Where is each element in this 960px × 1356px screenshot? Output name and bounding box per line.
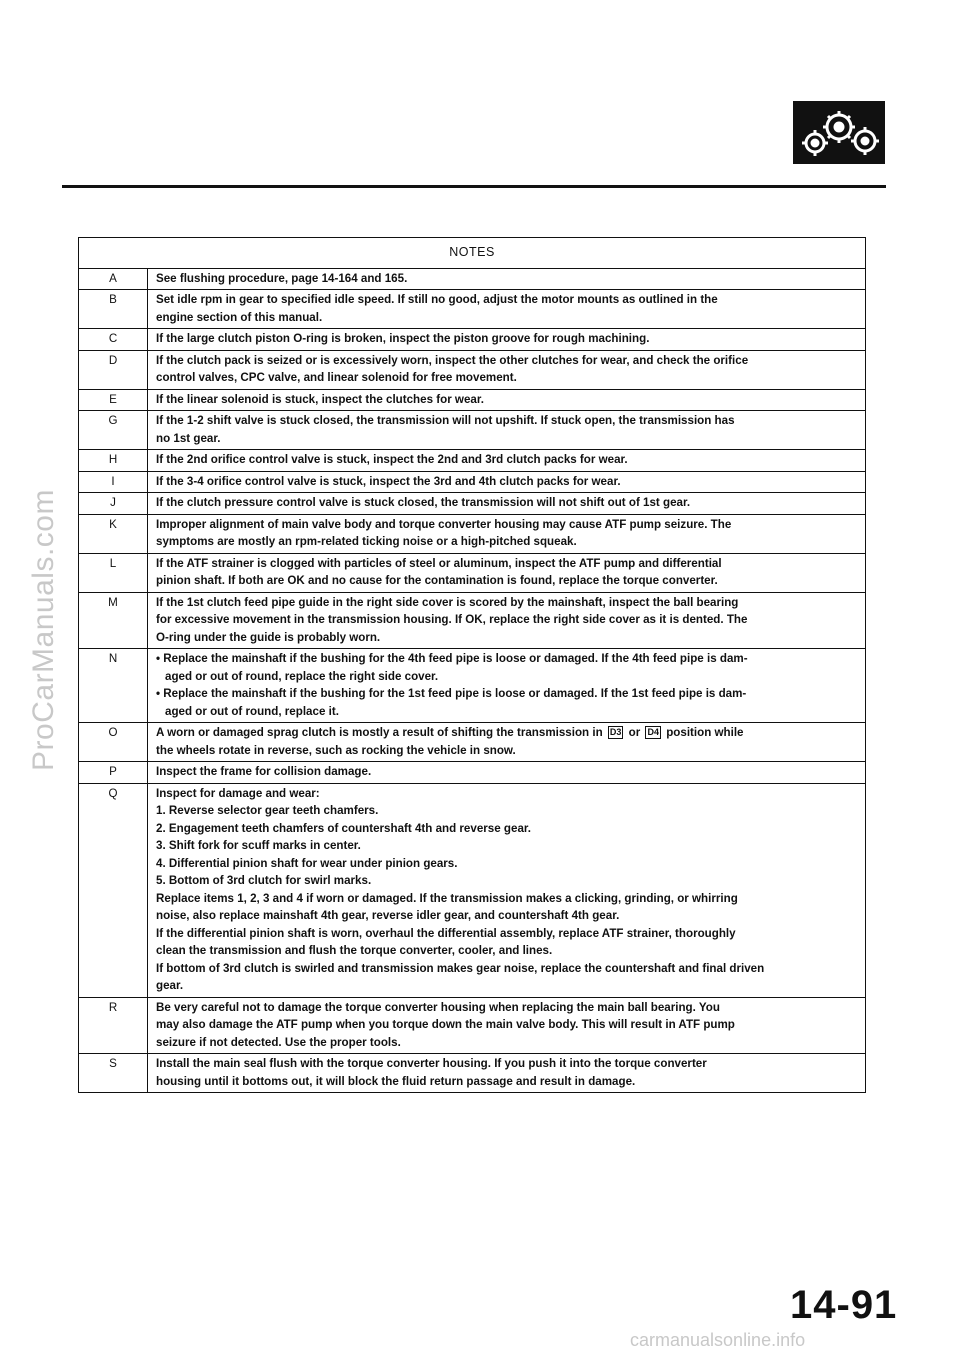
- note-line: 1. Reverse selector gear teeth chamfers.: [156, 804, 379, 817]
- note-text: [148, 493, 866, 515]
- note-line: the wheels rotate in reverse, such as rocking the vehicle in snow.: [156, 743, 516, 757]
- side-watermark: [14, 420, 74, 840]
- gear-cluster-svg: [793, 101, 885, 164]
- note-row-q: [79, 783, 866, 997]
- note-line: Inspect the frame for collision damage.: [156, 765, 372, 778]
- note-line: If the differential pinion shaft is worn, overhaul the differential assembly, replace ATF strainer, thoroughly: [156, 926, 736, 940]
- note-row-e: [79, 389, 866, 411]
- note-line: Improper alignment of main valve body and torque converter housing may cause ATF pump seizure. The: [156, 517, 732, 531]
- note-letter: C: [79, 329, 148, 351]
- note-line: If the linear solenoid is stuck, inspect the clutches for wear.: [156, 392, 484, 406]
- note-row-a: [79, 268, 866, 290]
- note-row-s: [79, 1054, 866, 1093]
- note-text: [148, 450, 866, 472]
- note-line: Be very careful not to damage the torque converter housing when replacing the main ball bearing. You: [156, 1000, 720, 1014]
- note-text: [148, 762, 866, 784]
- note-letter: A: [79, 268, 148, 290]
- note-line: If the ATF strainer is clogged with particles of steel or aluminum, inspect the ATF pump and differential: [156, 556, 722, 570]
- note-line: Set idle rpm in gear to specified idle speed. If still no good, adjust the motor mounts as outlined in the: [156, 293, 718, 306]
- note-line: 5. Bottom of 3rd clutch for swirl marks.: [156, 874, 372, 887]
- note-line: See flushing procedure, page 14-164 and 165.: [156, 271, 408, 285]
- note-row-j: [79, 493, 866, 515]
- note-line: aged or out of round, replace the right side cover.: [165, 669, 439, 683]
- note-letter: I: [79, 471, 148, 493]
- note-letter: H: [79, 450, 148, 472]
- note-letter: S: [79, 1054, 148, 1093]
- note-line-part: A worn or damaged sprag clutch is mostly a result of shifting the transmission in: [156, 726, 603, 739]
- note-row-p: [79, 762, 866, 784]
- note-line: If the 3-4 orifice control valve is stuck, inspect the 3rd and 4th clutch packs for wear.: [156, 474, 621, 488]
- note-line: symptoms are mostly an rpm-related ticking noise or a high-pitched squeak.: [156, 535, 577, 548]
- note-line: If the 1-2 shift valve is stuck closed, the transmission will not upshift. If stuck open, the transmission has: [156, 414, 735, 427]
- note-letter: E: [79, 389, 148, 411]
- note-row-d: [79, 350, 866, 389]
- note-letter: D: [79, 350, 148, 389]
- note-line-part: position while: [666, 726, 744, 739]
- note-line: Replace items 1, 2, 3 and 4 if worn or damaged. If the transmission makes a clicking, grinding, or whirring: [156, 891, 738, 905]
- note-line: Install the main seal flush with the torque converter housing. If you push it into the torque converter: [156, 1057, 707, 1070]
- d4-position-mark: D4: [647, 727, 659, 737]
- note-row-k: [79, 514, 866, 553]
- notes-header: NOTES: [79, 238, 866, 269]
- note-letter: K: [79, 514, 148, 553]
- note-line: • Replace the mainshaft if the bushing for the 1st feed pipe is loose or damaged. If the 1st feed pipe is dam-: [156, 687, 747, 700]
- note-letter: O: [79, 723, 148, 762]
- note-text: [148, 329, 866, 351]
- note-row-g: [79, 411, 866, 450]
- notes-table: [78, 237, 866, 1093]
- note-letter: N: [79, 649, 148, 723]
- note-line: O-ring under the guide is probably worn.: [156, 630, 381, 644]
- note-line: no 1st gear.: [156, 431, 221, 445]
- note-row-i: [79, 471, 866, 493]
- note-row-m: [79, 592, 866, 649]
- note-row-o: [79, 723, 866, 762]
- note-text: [148, 389, 866, 411]
- note-line: If the clutch pressure control valve is stuck closed, the transmission will not shift out of 1st gear.: [156, 496, 691, 509]
- note-letter: J: [79, 493, 148, 515]
- header-rule: [62, 185, 886, 188]
- note-row-n: [79, 649, 866, 723]
- note-text: [148, 290, 866, 329]
- note-line: aged or out of round, replace it.: [165, 704, 339, 718]
- note-text: [148, 592, 866, 649]
- note-text: [148, 783, 866, 997]
- notes-header-row: [79, 238, 866, 269]
- side-watermark-text: ProCarManuals.com: [27, 489, 60, 771]
- page-number: 14-91: [790, 1283, 898, 1327]
- note-line: If the large clutch piston O-ring is broken, inspect the piston groove for rough machining.: [156, 332, 650, 345]
- notes-body: [79, 268, 866, 1093]
- note-letter: L: [79, 553, 148, 592]
- note-text: [148, 411, 866, 450]
- note-row-r: [79, 997, 866, 1054]
- note-letter: Q: [79, 783, 148, 997]
- note-line: pinion shaft. If both are OK and no cause for the contamination is found, replace the torque converter.: [156, 574, 718, 587]
- note-line: may also damage the ATF pump when you torque down the main valve body. This will result in ATF pump: [156, 1018, 735, 1031]
- note-letter: B: [79, 290, 148, 329]
- note-text: [148, 471, 866, 493]
- note-text: [148, 268, 866, 290]
- footer-watermark: carmanualsonline.info: [630, 1330, 806, 1350]
- note-line: engine section of this manual.: [156, 310, 323, 324]
- note-line: clean the transmission and flush the torque converter, cooler, and lines.: [156, 944, 553, 957]
- note-line: If bottom of 3rd clutch is swirled and transmission makes gear noise, replace the countershaft and final driven: [156, 961, 765, 975]
- note-line: 2. Engagement teeth chamfers of countershaft 4th and reverse gear.: [156, 821, 531, 835]
- note-row-c: [79, 329, 866, 351]
- note-line: for excessive movement in the transmission housing. If OK, replace the right side cover as it is dented. The: [156, 613, 748, 626]
- note-letter: M: [79, 592, 148, 649]
- note-text: [148, 997, 866, 1054]
- note-text: [148, 514, 866, 553]
- note-line: If the 1st clutch feed pipe guide in the right side cover is scored by the mainshaft, inspect the ball bearing: [156, 595, 739, 609]
- note-line: 3. Shift fork for scuff marks in center.: [156, 839, 361, 852]
- note-text: [148, 553, 866, 592]
- note-line-part: or: [628, 726, 641, 739]
- note-line: gear.: [156, 979, 184, 992]
- note-row-l: [79, 553, 866, 592]
- note-line: Inspect for damage and wear:: [156, 786, 320, 800]
- note-line: control valves, CPC valve, and linear solenoid for free movement.: [156, 371, 517, 384]
- note-text: [148, 1054, 866, 1093]
- note-line: noise, also replace mainshaft 4th gear, reverse idler gear, and countershaft 4th gear.: [156, 909, 620, 922]
- d3-position-mark: D3: [609, 727, 622, 737]
- gear-cluster-icon: [793, 101, 885, 164]
- note-line: [156, 724, 857, 742]
- note-letter: G: [79, 411, 148, 450]
- note-line: If the clutch pack is seized or is excessively worn, inspect the other clutches for wear, and check the orifice: [156, 353, 749, 367]
- note-line: • Replace the mainshaft if the bushing for the 4th feed pipe is loose or damaged. If the 4th feed pipe is dam-: [156, 652, 748, 665]
- note-line: housing until it bottoms out, it will block the fluid return passage and result in damage.: [156, 1074, 636, 1088]
- note-text: [148, 723, 866, 762]
- note-row-h: [79, 450, 866, 472]
- note-row-b: [79, 290, 866, 329]
- note-text: [148, 350, 866, 389]
- note-line: seizure if not detected. Use the proper tools.: [156, 1035, 401, 1049]
- note-letter: R: [79, 997, 148, 1054]
- note-line: If the 2nd orifice control valve is stuck, inspect the 2nd and 3rd clutch packs for wear.: [156, 453, 628, 466]
- note-line: 4. Differential pinion shaft for wear under pinion gears.: [156, 856, 458, 870]
- note-letter: P: [79, 762, 148, 784]
- note-text: [148, 649, 866, 723]
